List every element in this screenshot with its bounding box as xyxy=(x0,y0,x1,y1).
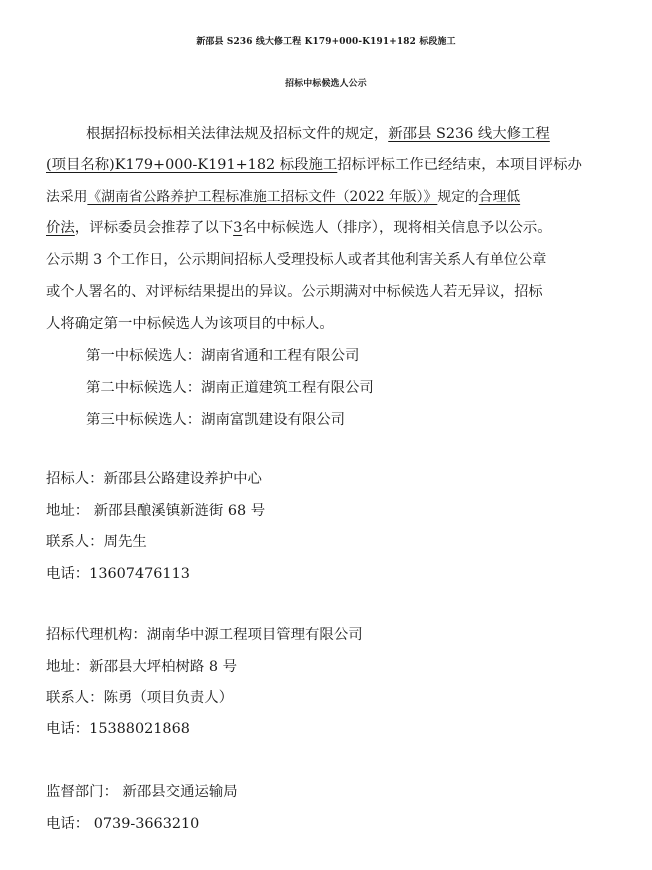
candidate-3: 第三中标候选人：湖南富凯建设有限公司 xyxy=(86,412,346,428)
paragraph-line-2 xyxy=(46,155,582,175)
evaluation-method-underlined: 价法 xyxy=(46,220,75,236)
text-run: 法采用 xyxy=(46,189,88,205)
tenderer-address: 地址： 新邵县酿溪镇新涟街 68 号 xyxy=(46,503,266,519)
supervisor-phone: 电话： 0739-3663210 xyxy=(46,816,200,832)
text-run: 规定的 xyxy=(437,189,479,205)
agency-contact: 联系人：陈勇（项目负责人） xyxy=(46,690,234,706)
bidding-document-underlined: 《湖南省公路养护工程标准施工招标文件（2022 年版）》 xyxy=(87,189,438,205)
candidate-count-underlined: 3 xyxy=(233,220,243,236)
agency-phone: 电话：15388021868 xyxy=(46,721,190,737)
notice-title-line-2: 招标中标候选人公示 xyxy=(285,79,367,89)
candidate-2: 第二中标候选人：湖南正道建筑工程有限公司 xyxy=(86,380,374,396)
tenderer-phone: 电话：13607476113 xyxy=(46,566,190,582)
paragraph-line-1 xyxy=(86,124,550,144)
supervisor-dept: 监督部门： 新邵县交通运输局 xyxy=(46,784,238,800)
paragraph-line-4 xyxy=(46,218,552,238)
text-run: 根据招标投标相关法律法规及招标文件的规定， xyxy=(86,126,389,142)
agency-address: 地址：新邵县大坪柏树路 8 号 xyxy=(46,659,237,675)
agency-name: 招标代理机构：湖南华中源工程项目管理有限公司 xyxy=(46,627,363,643)
evaluation-method-underlined: 合理低 xyxy=(478,189,521,205)
paragraph-line-5: 公示期 3 个工作日，公示期间招标人受理投标人或者其他利害关系人有单位公章 xyxy=(46,252,547,268)
paragraph-line-3 xyxy=(46,187,520,207)
project-name-underlined: (项目名称)K179+000-K191+182 标段施工 xyxy=(46,157,338,173)
candidate-1: 第一中标候选人：湖南省通和工程有限公司 xyxy=(86,348,360,364)
text-run: 招标评标工作已经结束，本项目评标办 xyxy=(337,157,582,173)
text-run: 名中标候选人（排序），现将相关信息予以公示。 xyxy=(242,220,552,236)
tenderer-contact: 联系人：周先生 xyxy=(46,534,147,550)
paragraph-line-6: 或个人署名的、对评标结果提出的异议。公示期满对中标候选人若无异议，招标 xyxy=(46,284,543,300)
text-run: ，评标委员会推荐了以下 xyxy=(74,220,234,236)
project-name-underlined: 新邵县 S236 线大修工程 xyxy=(388,126,550,142)
notice-title-line-1: 新邵县 S236 线大修工程 K179+000-K191+182 标段施工 xyxy=(196,37,456,47)
paragraph-line-7: 人将确定第一中标候选人为该项目的中标人。 xyxy=(46,316,334,332)
tenderer-name: 招标人：新邵县公路建设养护中心 xyxy=(46,471,262,487)
